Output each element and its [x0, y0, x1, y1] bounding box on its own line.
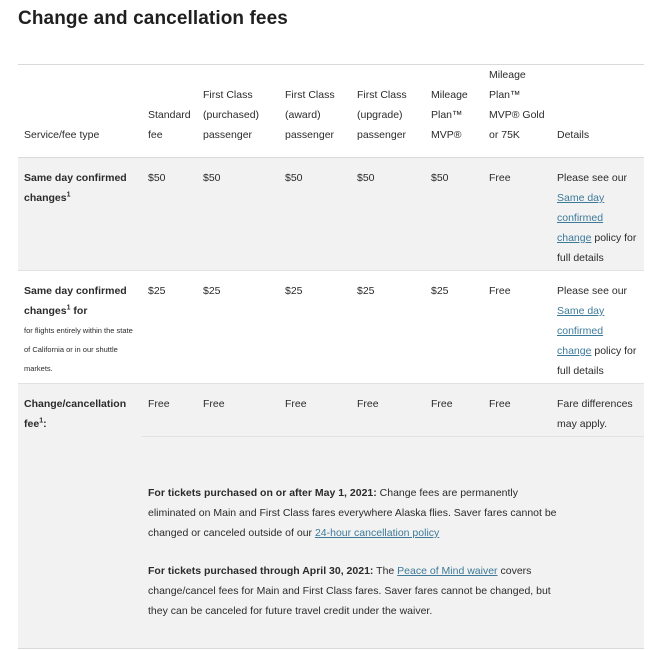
- service-cell: [18, 271, 142, 384]
- table-header-row: [18, 65, 644, 158]
- table-row: [18, 158, 644, 271]
- details-text: Please see our: [557, 285, 628, 297]
- fee-cell: $50: [351, 158, 425, 271]
- note-heading: For tickets purchased through April 30, 2021:: [148, 565, 374, 577]
- fee-cell: Free: [351, 384, 425, 437]
- fee-cell: Free: [279, 384, 351, 437]
- fee-cell: Free: [197, 384, 279, 437]
- fee-cell: $25: [357, 285, 375, 297]
- same-day-change-policy-link[interactable]: Same day confirmed change: [557, 192, 605, 244]
- note-heading: For tickets purchased on or after May 1, 2021:: [148, 487, 377, 499]
- fee-cell: Free: [142, 384, 197, 437]
- service-label: Change/cancellation fee: [24, 398, 127, 430]
- details-text: policy for full details: [557, 232, 637, 264]
- fee-cell: $25: [203, 285, 221, 297]
- fee-notes-panel: [18, 436, 644, 649]
- details-text: policy for full details: [557, 345, 637, 377]
- details-cell: [551, 271, 644, 384]
- fees-table: [18, 65, 644, 437]
- fee-cell: $25: [148, 285, 166, 297]
- details-text: Please see our: [557, 172, 628, 184]
- header-first-class-purchased: First Class (purchased) passenger: [203, 89, 260, 141]
- same-day-change-policy-link[interactable]: Same day confirmed change: [557, 305, 605, 357]
- service-cell: [18, 384, 142, 437]
- peace-of-mind-waiver-link[interactable]: Peace of Mind waiver: [397, 565, 498, 577]
- header-mileage-plan-gold-75k: Mileage Plan™ MVP® Gold or 75K: [489, 69, 545, 141]
- cancellation-policy-link[interactable]: 24-hour cancellation policy: [314, 527, 440, 539]
- fees-table-container: [18, 64, 644, 437]
- header-service-fee-type: Service/fee type: [24, 129, 100, 141]
- header-mileage-plan-mvp: Mileage Plan™ MVP®: [431, 89, 468, 141]
- details-text: Fare differences may apply.: [557, 398, 633, 430]
- table-row: [18, 271, 644, 384]
- service-sublabel: for flights entirely within the state of California or in our shuttle markets.: [24, 326, 133, 373]
- footnote-marker: 1: [66, 191, 71, 199]
- fee-cell: $50: [279, 158, 351, 271]
- table-row: [18, 384, 644, 437]
- details-cell: [551, 158, 644, 271]
- service-label-suffix: for: [70, 305, 88, 317]
- note-text: covers change/cancel fees for Main and First Class fares. Saver fares cannot be changed, but they can be canceled for future travel credit under the waiver.: [148, 565, 551, 617]
- header-details: Details: [557, 129, 590, 141]
- service-cell: [18, 158, 142, 271]
- service-label: Same day confirmed changes: [24, 285, 127, 317]
- footnote-marker: 1: [66, 304, 71, 312]
- note-after-may-2021: [148, 483, 558, 543]
- footnote-marker: 1: [39, 417, 44, 425]
- fee-cell: $50: [197, 158, 279, 271]
- fee-cell: $25: [431, 285, 449, 297]
- fee-cell: $50: [425, 158, 483, 271]
- header-first-class-upgrade: First Class (upgrade) passenger: [357, 89, 407, 141]
- notes-inner: [142, 436, 644, 617]
- fee-cell: Free: [425, 384, 483, 437]
- fee-cell: $25: [285, 285, 303, 297]
- header-first-class-award: First Class (award) passenger: [285, 89, 335, 141]
- service-label: Same day confirmed changes: [24, 172, 127, 204]
- fee-cell: Free: [489, 285, 511, 297]
- note-text: Change fees are permanently eliminated on Main and First Class fares everywhere Alaska flies. Saver fares cannot be changed or canceled outside of our: [148, 487, 557, 539]
- page-title: Change and cancellation fees: [18, 8, 288, 29]
- fee-cell: Free: [483, 384, 551, 437]
- note-text: The: [373, 565, 398, 577]
- service-label-suffix: :: [43, 418, 47, 430]
- fee-cell: $50: [142, 158, 197, 271]
- note-through-april-2021: [148, 561, 558, 621]
- details-cell: [551, 384, 644, 437]
- header-standard-fee: Standard fee: [148, 109, 191, 141]
- fee-cell: Free: [483, 158, 551, 271]
